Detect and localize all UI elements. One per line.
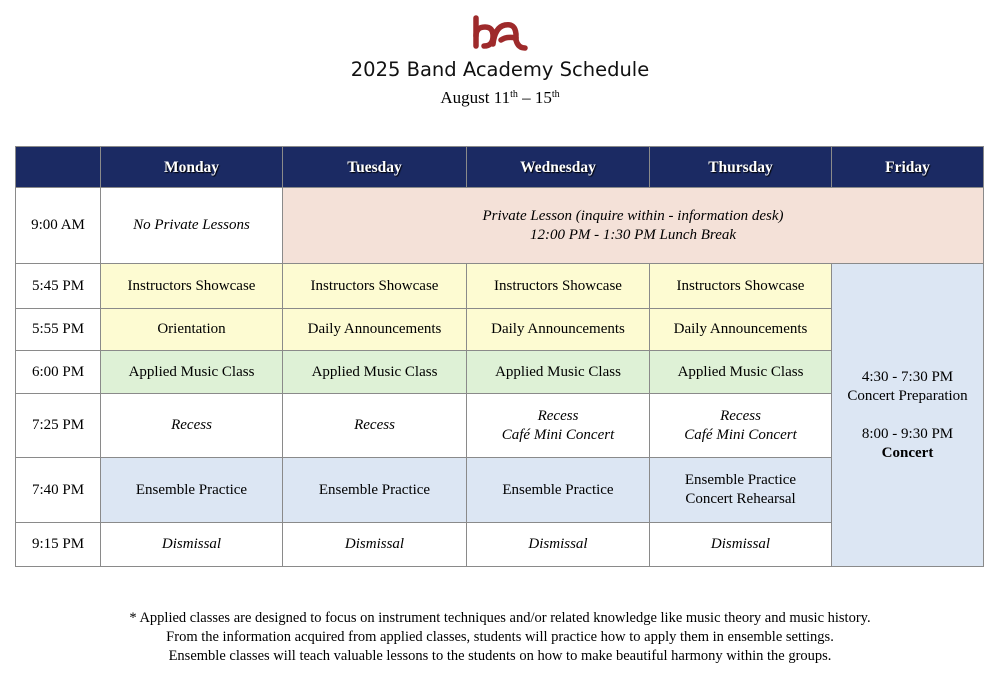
schedule-cell: Instructors Showcase bbox=[101, 264, 283, 309]
schedule-cell: Ensemble Practice bbox=[283, 458, 467, 523]
schedule-cell: Daily Announcements bbox=[650, 309, 832, 351]
schedule-cell: Applied Music Class bbox=[650, 351, 832, 394]
schedule-cell bbox=[283, 188, 984, 264]
cell-line: Café Mini Concert bbox=[501, 426, 615, 443]
col-header-friday: Friday bbox=[832, 147, 984, 188]
cell-line: Private Lesson (inquire within - information desk) bbox=[482, 207, 784, 224]
schedule-cell: Ensemble Practice bbox=[101, 458, 283, 523]
schedule-cell: Applied Music Class bbox=[467, 351, 650, 394]
friday-cell bbox=[832, 264, 984, 567]
time-cell: 9:15 PM bbox=[16, 523, 101, 567]
col-header-thursday: Thursday bbox=[650, 147, 832, 188]
subtitle-start: August 11 bbox=[440, 88, 511, 107]
schedule-cell: Daily Announcements bbox=[283, 309, 467, 351]
subtitle-sup-start: th bbox=[510, 89, 518, 100]
col-header-wednesday: Wednesday bbox=[467, 147, 650, 188]
schedule-cell: Instructors Showcase bbox=[283, 264, 467, 309]
subtitle-end: – 15 bbox=[517, 88, 552, 107]
schedule-cell: Recess bbox=[101, 394, 283, 458]
time-cell: 9:00 AM bbox=[16, 188, 101, 264]
col-header-tuesday: Tuesday bbox=[283, 147, 467, 188]
footnote-line: From the information acquired from applied classes, students will practice how to apply them in ensemble settings. bbox=[166, 629, 834, 645]
time-cell: 5:55 PM bbox=[16, 309, 101, 351]
schedule-cell: Dismissal bbox=[283, 523, 467, 567]
cell-line: Concert Rehearsal bbox=[685, 491, 796, 507]
header-row bbox=[16, 147, 984, 188]
schedule-cell: Applied Music Class bbox=[283, 351, 467, 394]
band-academy-logo-icon bbox=[471, 14, 529, 56]
cell-line: Recess bbox=[537, 407, 579, 424]
schedule-table bbox=[15, 146, 984, 567]
page-subtitle bbox=[0, 88, 1000, 108]
schedule-cell: Dismissal bbox=[101, 523, 283, 567]
cell-line: 8:00 - 9:30 PM bbox=[861, 425, 954, 442]
schedule-cell: Dismissal bbox=[650, 523, 832, 567]
cell-gap bbox=[836, 406, 979, 425]
corner-header bbox=[16, 147, 101, 188]
schedule-cell: Instructors Showcase bbox=[467, 264, 650, 309]
schedule-cell: No Private Lessons bbox=[101, 188, 283, 264]
cell-line: Concert bbox=[881, 444, 934, 461]
cell-line: Concert Preparation bbox=[847, 387, 968, 404]
cell-line: Café Mini Concert bbox=[684, 426, 797, 443]
cell-line: 4:30 - 7:30 PM bbox=[861, 368, 954, 385]
schedule-cell bbox=[650, 458, 832, 523]
table-row bbox=[16, 188, 984, 264]
time-cell: 5:45 PM bbox=[16, 264, 101, 309]
schedule-cell bbox=[650, 394, 832, 458]
schedule-cell: Instructors Showcase bbox=[650, 264, 832, 309]
schedule-cell: Orientation bbox=[101, 309, 283, 351]
schedule-cell bbox=[467, 394, 650, 458]
time-cell: 7:25 PM bbox=[16, 394, 101, 458]
cell-line: 12:00 PM - 1:30 PM Lunch Break bbox=[529, 226, 737, 243]
cell-line: Recess bbox=[720, 407, 761, 424]
schedule-cell: Applied Music Class bbox=[101, 351, 283, 394]
schedule-cell: Dismissal bbox=[467, 523, 650, 567]
schedule-cell: Recess bbox=[283, 394, 467, 458]
footnote-line: * Applied classes are designed to focus on instrument techniques and/or related knowledge like music theory and music history. bbox=[129, 610, 871, 626]
footnote-line: Ensemble classes will teach valuable lessons to the students on how to make beautiful harmony within the groups. bbox=[168, 648, 832, 664]
table-row bbox=[16, 264, 984, 309]
subtitle-sup-end: th bbox=[551, 89, 560, 100]
footnotes bbox=[0, 609, 1000, 666]
time-cell: 7:40 PM bbox=[16, 458, 101, 523]
schedule-cell: Daily Announcements bbox=[467, 309, 650, 351]
cell-line: Ensemble Practice bbox=[684, 472, 797, 488]
col-header-monday: Monday bbox=[101, 147, 283, 188]
page-title: 2025 Band Academy Schedule bbox=[350, 58, 650, 81]
schedule-cell: Ensemble Practice bbox=[467, 458, 650, 523]
time-cell: 6:00 PM bbox=[16, 351, 101, 394]
